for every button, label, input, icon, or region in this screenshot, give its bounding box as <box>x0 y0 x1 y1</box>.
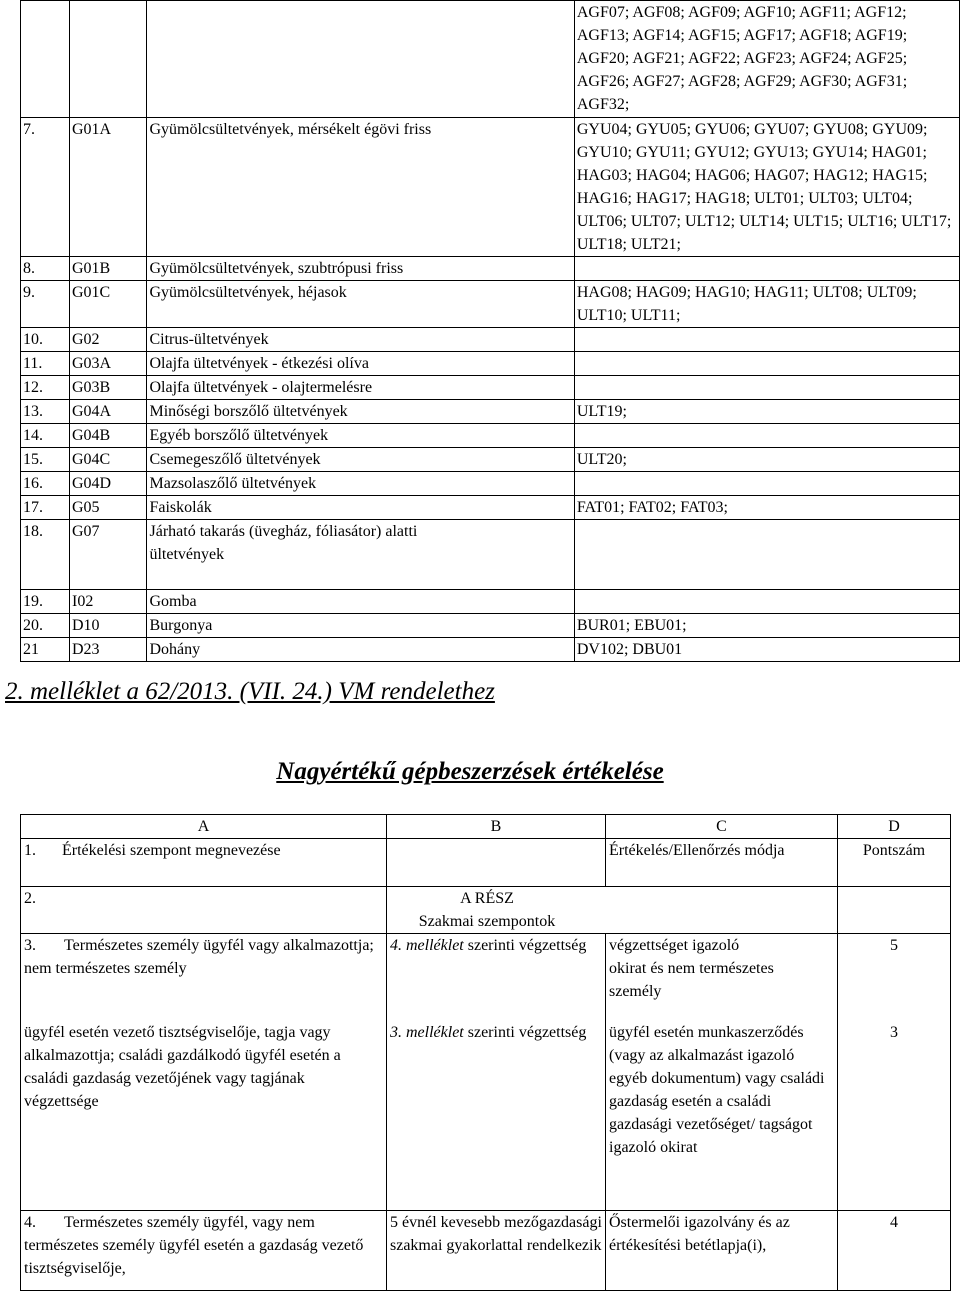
criterion-4-verification: Őstermelői igazolvány és az értékesítési betétlapja(i), <box>606 1211 838 1291</box>
section-a-subtitle: Szakmai szempontok <box>418 913 556 930</box>
evaluation-table <box>20 814 951 1291</box>
cell-codes: AGF07; AGF08; AGF09; AGF10; AGF11; AGF12; AGF13; AGF14; AGF15; AGF17; AGF18; AGF19; AGF20; AGF21; AGF22; AGF23; AGF24; AGF25; AGF26; AGF27; AGF28; AGF29; AGF30; AGF31; AGF32; <box>574 1 959 118</box>
row-code: G07 <box>70 520 147 590</box>
row-code: G03A <box>70 352 147 376</box>
row-name: Gyümölcsültetvények, héjasok <box>147 281 574 328</box>
row-code: G01C <box>70 281 147 328</box>
row-code: G04B <box>70 424 147 448</box>
col-letter-c: C <box>606 815 838 839</box>
row-name: Burgonya <box>147 614 574 638</box>
cell-code <box>70 1 147 118</box>
row-num: 3. <box>24 937 36 954</box>
row-codes <box>574 590 959 614</box>
section-empty <box>838 887 951 934</box>
col-letter-d: D <box>838 815 951 839</box>
header-points: Pontszám <box>838 839 951 887</box>
row-codes: ULT20; <box>574 448 959 472</box>
row-codes: ULT19; <box>574 400 959 424</box>
row-num: 18. <box>21 520 70 590</box>
row-name: Mazsolaszőlő ültetvények <box>147 472 574 496</box>
section-num-cell <box>21 887 387 934</box>
cell-name <box>147 1 574 118</box>
row-name: Citrus-ültetvények <box>147 328 574 352</box>
codes-table <box>20 0 960 662</box>
row-num: 16. <box>21 472 70 496</box>
row-name: Olajfa ültetvények - étkezési olíva <box>147 352 574 376</box>
row-num: 19. <box>21 590 70 614</box>
row-name: Dohány <box>147 638 574 662</box>
row-num: 10. <box>21 328 70 352</box>
row-name: Minőségi borszőlő ültetvények <box>147 400 574 424</box>
header-method: Értékelés/Ellenőrzés módja <box>606 839 838 887</box>
row-codes: FAT01; FAT02; FAT03; <box>574 496 959 520</box>
criterion-4-points: 4 <box>838 1211 951 1291</box>
row-code: D10 <box>70 614 147 638</box>
row-codes <box>574 352 959 376</box>
header-empty <box>387 839 606 887</box>
row-code: G05 <box>70 496 147 520</box>
col-letter-b: B <box>387 815 606 839</box>
row-codes <box>574 376 959 400</box>
row-num: 2. <box>24 890 36 907</box>
row-num: 1. <box>24 842 36 859</box>
row-code: G04D <box>70 472 147 496</box>
row-name: Gomba <box>147 590 574 614</box>
row-code: G04A <box>70 400 147 424</box>
criterion-4-text: Természetes személy ügyfél, vagy nem természetes személy ügyfél esetén a gazdaság vezető tisztségviselője, <box>24 1214 364 1277</box>
row-code: D23 <box>70 638 147 662</box>
row-codes: GYU04; GYU05; GYU06; GYU07; GYU08; GYU09; GYU10; GYU11; GYU12; GYU13; GYU14; HAG01; HAG03; HAG04; HAG06; HAG07; HAG12; HAG15; HAG16; HAG17; HAG18; ULT01; ULT03; ULT04; ULT06; ULT07; ULT12; ULT14; ULT15; ULT16; ULT17; ULT18; ULT21; <box>574 118 959 257</box>
criterion-3-education: 4. melléklet szerinti végzettség 3. melléklet szerinti végzettség <box>387 934 606 1211</box>
row-name: Gyümölcsültetvények, szubtrópusi friss <box>147 257 574 281</box>
row-num: 15. <box>21 448 70 472</box>
row-name: Járható takarás (üvegház, fóliasátor) alatti ültetvények <box>147 520 574 590</box>
row-codes <box>574 472 959 496</box>
row-num: 4. <box>24 1214 36 1231</box>
criterion-3 <box>21 934 387 1211</box>
row-name: Faiskolák <box>147 496 574 520</box>
row-num: 12. <box>21 376 70 400</box>
section-title: Nagyértékű gépbeszerzések értékelése <box>276 758 664 785</box>
row-code: G04C <box>70 448 147 472</box>
row-codes: BUR01; EBU01; <box>574 614 959 638</box>
row-num: 21 <box>21 638 70 662</box>
row-name: Olajfa ültetvények - olajtermelésre <box>147 376 574 400</box>
row-code: G02 <box>70 328 147 352</box>
row-num: 17. <box>21 496 70 520</box>
criterion-3-text-2: ügyfél esetén vezető tisztségviselője, tagja vagy alkalmazottja; családi gazdálkodó ügyfél esetén a családi gazdaság vezetőjének vagy tagjának végzettsége <box>24 1024 341 1110</box>
criterion-3-text-1: Természetes személy ügyfél vagy alkalmazottja; nem természetes személy <box>24 937 374 977</box>
criterion-3-points: 5 3 <box>838 934 951 1211</box>
section-a-cell <box>387 887 838 934</box>
row-num: 8. <box>21 257 70 281</box>
row-code: G03B <box>70 376 147 400</box>
col-letter-a: A <box>21 815 387 839</box>
row-codes: HAG08; HAG09; HAG10; HAG11; ULT08; ULT09; ULT10; ULT11; <box>574 281 959 328</box>
header-criterion-label: Értékelési szempont megnevezése <box>62 842 281 859</box>
criterion-4 <box>21 1211 387 1291</box>
row-num: 11. <box>21 352 70 376</box>
row-num: 13. <box>21 400 70 424</box>
row-num: 7. <box>21 118 70 257</box>
row-name: Egyéb borszőlő ültetvények <box>147 424 574 448</box>
row-codes: DV102; DBU01 <box>574 638 959 662</box>
row-code: G01B <box>70 257 147 281</box>
row-codes <box>574 424 959 448</box>
criterion-3-verification: végzettséget igazoló okirat és nem természetes személy ügyfél esetén munkaszerződés (vagy az alkalmazást igazoló egyéb dokumentum) vagy családi gazdaság esetén a családi gazdasági vezetőséget/ tagságot igazoló okirat <box>606 934 838 1211</box>
annex-ref-3: 3. melléklet <box>390 1024 464 1041</box>
row-code: G01A <box>70 118 147 257</box>
row-num: 14. <box>21 424 70 448</box>
row-codes <box>574 520 959 590</box>
row-codes <box>574 328 959 352</box>
row-code: I02 <box>70 590 147 614</box>
annex-ref-4: 4. melléklet <box>390 937 464 954</box>
row-name: Csemegeszőlő ültetvények <box>147 448 574 472</box>
row-num: 20. <box>21 614 70 638</box>
header-criterion <box>21 839 387 887</box>
annex-title: 2. melléklet a 62/2013. (VII. 24.) VM rendelethez <box>5 678 495 705</box>
criterion-4-experience: 5 évnél kevesebb mezőgazdasági szakmai gyakorlattal rendelkezik <box>387 1211 606 1291</box>
cell-num <box>21 1 70 118</box>
section-a-title: A RÉSZ <box>460 890 514 907</box>
row-codes <box>574 257 959 281</box>
row-num: 9. <box>21 281 70 328</box>
row-name: Gyümölcsültetvények, mérsékelt égövi friss <box>147 118 574 257</box>
